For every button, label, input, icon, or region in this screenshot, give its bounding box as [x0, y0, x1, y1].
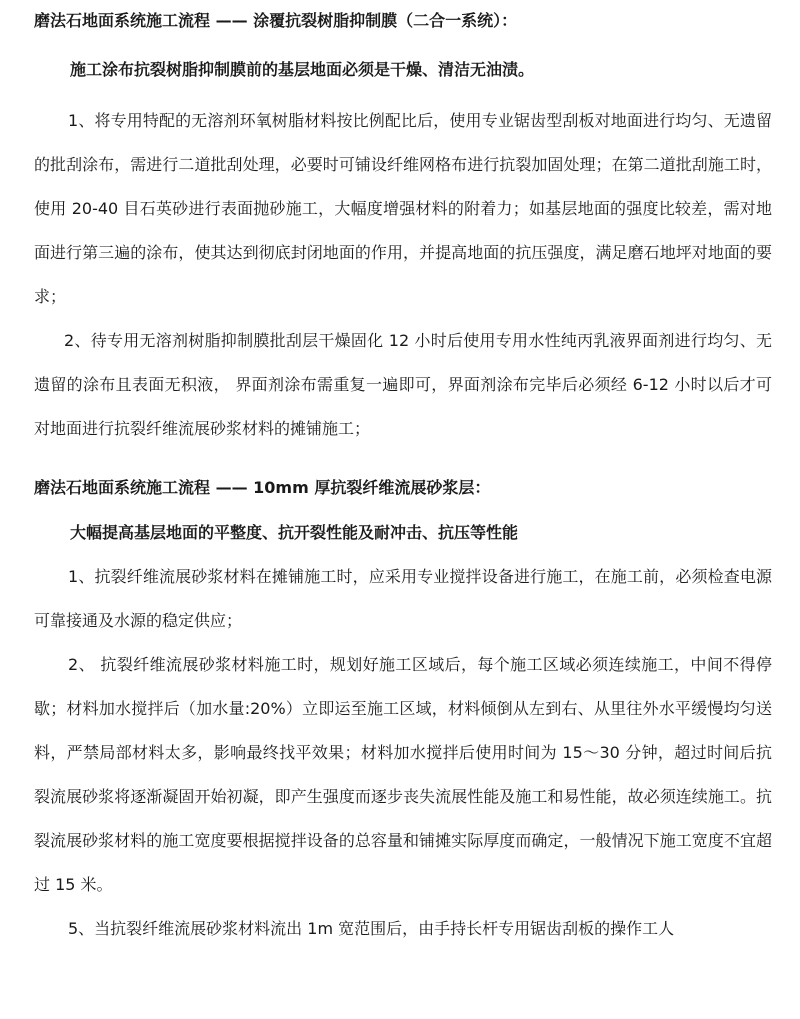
section-1-subheading: 施工涂布抗裂树脂抑制膜前的基层地面必须是干燥、清洁无油渍。: [70, 60, 535, 79]
section-2-heading: 磨法石地面系统施工流程 —— 10mm 厚抗裂纤维流展砂浆层：: [34, 478, 491, 497]
section-1-paragraph-1: 1、将专用特配的无溶剂环氧树脂材料按比例配比后，使用专业锯齿型刮板对地面进行均匀、无遗留的批刮涂布，需进行二道批刮处理，必要时可铺设纤维网格布进行抗裂加固处理；在第二道批刮施工时，使用 20-40 目石英砂进行表面抛砂施工，大幅度增强材料的附着力；如基层地面的强度比较差，需对地面进行第三遍的涂布，使其达到彻底封闭地面的作用，并提高地面的抗压强度，满足磨石地坪对地面的要求；: [34, 111, 772, 306]
section-2-paragraph-1: 1、抗裂纤维流展砂浆材料在摊铺施工时，应采用专业搅拌设备进行施工，在施工前，必须检查电源可靠接通及水源的稳定供应；: [34, 567, 772, 630]
section-2-paragraph-3: 5、当抗裂纤维流展砂浆材料流出 1m 宽范围后，由手持长杆专用锯齿刮板的操作工人: [68, 919, 675, 938]
section-1-paragraph-2: 2、待专用无溶剂树脂抑制膜批刮层干燥固化 12 小时后使用专用水性纯丙乳液界面剂进行均匀、无遗留的涂布且表面无积液， 界面剂涂布需重复一遍即可，界面剂涂布完毕后必须经 6-12 小时以后才可对地面进行抗裂纤维流展砂浆材料的摊铺施工；: [34, 331, 772, 438]
section-2-subheading: 大幅提高基层地面的平整度、抗开裂性能及耐冲击、抗压等性能: [70, 523, 519, 542]
section-2-paragraph-2: 2、 抗裂纤维流展砂浆材料施工时，规划好施工区域后，每个施工区域必须连续施工，中间不得停歇；材料加水搅拌后（加水量:20%）立即运至施工区域，材料倾倒从左到右、从里往外水平缓慢均匀送料，严禁局部材料太多，影响最终找平效果；材料加水搅拌后使用时间为 15～30 分钟，超过时间后抗裂流展砂浆将逐渐凝固开始初凝，即产生强度而逐步丧失流展性能及施工和易性能，故必须连续施工。抗裂流展砂浆材料的施工宽度要根据搅拌设备的总容量和铺摊实际厚度而确定，一般情况下施工宽度不宜超过 15 米。: [34, 655, 772, 894]
section-1-heading: 磨法石地面系统施工流程 —— 涂覆抗裂树脂抑制膜（二合一系统）：: [34, 11, 518, 30]
